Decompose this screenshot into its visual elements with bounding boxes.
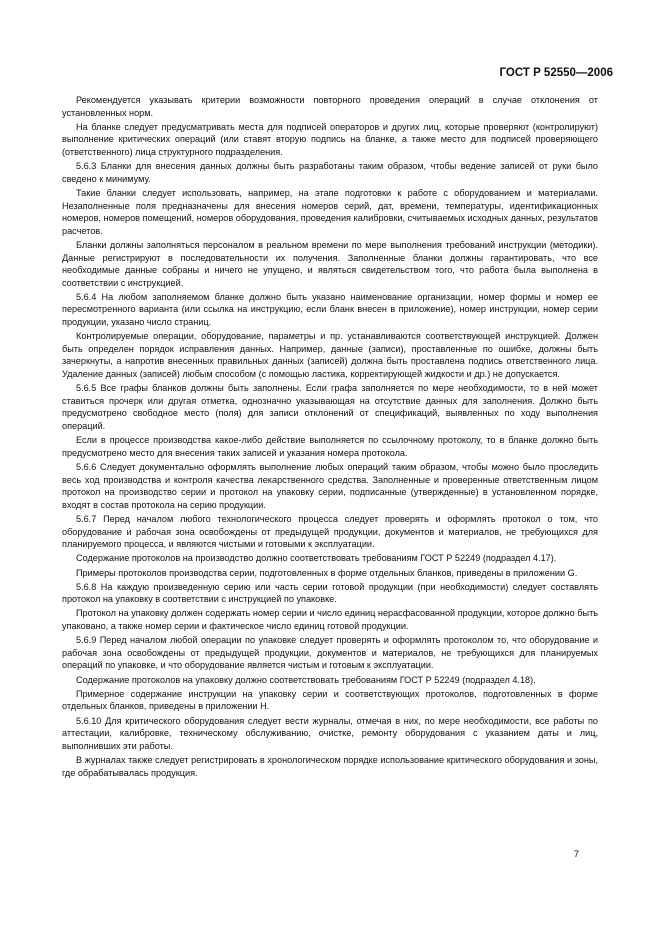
paragraph: 5.6.5 Все графы бланков должны быть заполнены. Если графа заполняется по мере необходимости, то в ней может ставиться прочерк или другая отметка, однозначно указывающая на отсутствие данных для заполнения. Должно быть предусмотрено свободное место (поля) для записи отклонений от спецификаций, выявленных по ходу выполнения операций. (62, 383, 598, 431)
paragraph: Содержание протоколов на упаковку должно соответствовать требованиям ГОСТ Р 52249 (подраздел 4.18). (76, 674, 536, 685)
page-number: 7 (573, 849, 579, 860)
paragraph: Бланки должны заполняться персоналом в реальном времени по мере выполнения требований инструкции (методики). Данные регистрируют в последовательности их получения. Заполненные бланки должны гарантировать, что все необходимые данные собраны и ничего не упущено, и являться свидетельством того, что работа была выполнена в соответствии с инструкцией. (62, 239, 598, 288)
paragraph: Примерное содержание инструкции на упаковку серии и соответствующих протоколов, подготовленных в форме отдельных бланков, приведены в приложении Н. (62, 688, 598, 712)
paragraph: Рекомендуется указывать критерии возможности повторного проведения операций в случае отклонения от установленных норм. (62, 95, 598, 118)
paragraph: Протокол на упаковку должен содержать номер серии и число единиц нерасфасованной продукции, которое должно быть упаковано, а также номер серии и фактическое число единиц готовой продукции. (62, 608, 598, 632)
paragraph: На бланке следует предусматривать места для подписей операторов и других лиц, которые проверяют (контролируют) выполнение критических операций (или ставят вторую подпись на бланке, а также место для подписей проверяющего (ответственного) лица структурного подразделения. (62, 121, 598, 157)
paragraph: 5.6.10 Для критического оборудования следует вести журналы, отмечая в них, по мере необходимости, все работы по аттестации, калибровке, техническому обслуживанию, очистке, ремонту оборудования с указанием даты и лиц, выполнивших эти работы. (62, 715, 598, 751)
paragraph: Примеры протоколов производства серии, подготовленных в форме отдельных бланков, приведены в приложении G. (76, 567, 578, 578)
paragraph: Контролируемые операции, оборудование, параметры и пр. устанавливаются соответствующей инструкцией. Должен быть определен порядок исправления данных. Например, данные (записи), проставленные по ошибке, должны быть зачеркнуты, а напротив внесенных правильных данных (записей) должна быть проставлена подпись ответственного лица. Удаление данных (записей) любым способом (с помощью ластика, корректирующей жидкости и др.) не допускается. (62, 331, 598, 380)
paragraph: 5.6.9 Перед началом любой операции по упаковке следует проверять и оформлять протоколом то, что оборудование и рабочая зона освобождены от предыдущей продукции, документов и материалов, не требующихся для планируемых операций по упаковке, и что оборудование является чистым и готовым к эксплуатации. (62, 635, 598, 671)
paragraph: 5.6.8 На каждую произведенную серию или часть серии готовой продукции (при необходимости) следует составлять протокол на упаковку в соответствии с инструкцией по упаковке. (62, 581, 598, 605)
body-text (62, 94, 598, 781)
paragraph: В журналах также следует регистрировать в хронологическом порядке использование критического оборудования и зоны, где обрабатывалась продукция. (62, 754, 598, 778)
paragraph: 5.6.6 Следует документально оформлять выполнение любых операций таким образом, чтобы можно было проследить весь ход производства и контроля качества лекарственного средства. Заполненные и проверенные ответственным лицом протокол на производство серии и протокол на упаковку серии, подписанные (утвержденные) в установленном порядке, входят в состав протокола на серию продукции. (62, 461, 598, 510)
paragraph: 5.6.7 Перед началом любого технологического процесса следует проверять и оформлять протокол о том, что оборудование и рабочая зона освобождены от предыдущей продукции, документов и материалов, не требующихся для планируемого процесса, и являются чистыми и готовыми к эксплуатации. (62, 513, 598, 550)
paragraph: 5.6.4 На любом заполняемом бланке должно быть указано наименование организации, номер формы и номер ее пересмотренного варианта (или ссылка на инструкцию, если бланк внесен в приложение), номер инструкции, номер серии продукции, указано число страниц. (62, 291, 598, 328)
paragraph: Такие бланки следует использовать, например, на этапе подготовки к работе с оборудованием и материалами. Незаполненные поля предназначены для внесения номеров серий, дат, времени, температуры, идентификационных номеров, номеров помещений, номеров оборудования, проведения калибровки, считываемых исходных данных, результатов расчетов. (62, 187, 598, 236)
paragraph: Если в процессе производства какое-либо действие выполняется по ссылочному протоколу, то в бланке должно быть предусмотрено место для внесения таких записей и указания номера протокола. (62, 435, 598, 458)
standard-header: ГОСТ Р 52550—2006 (499, 67, 613, 79)
paragraph: Содержание протоколов на производство должно соответствовать требованиям ГОСТ Р 52249 (подраздел 4.17). (76, 553, 557, 564)
paragraph: 5.6.3 Бланки для внесения данных должны быть разработаны таким образом, чтобы ведение записей от руки было сведено к минимуму. (62, 161, 598, 184)
